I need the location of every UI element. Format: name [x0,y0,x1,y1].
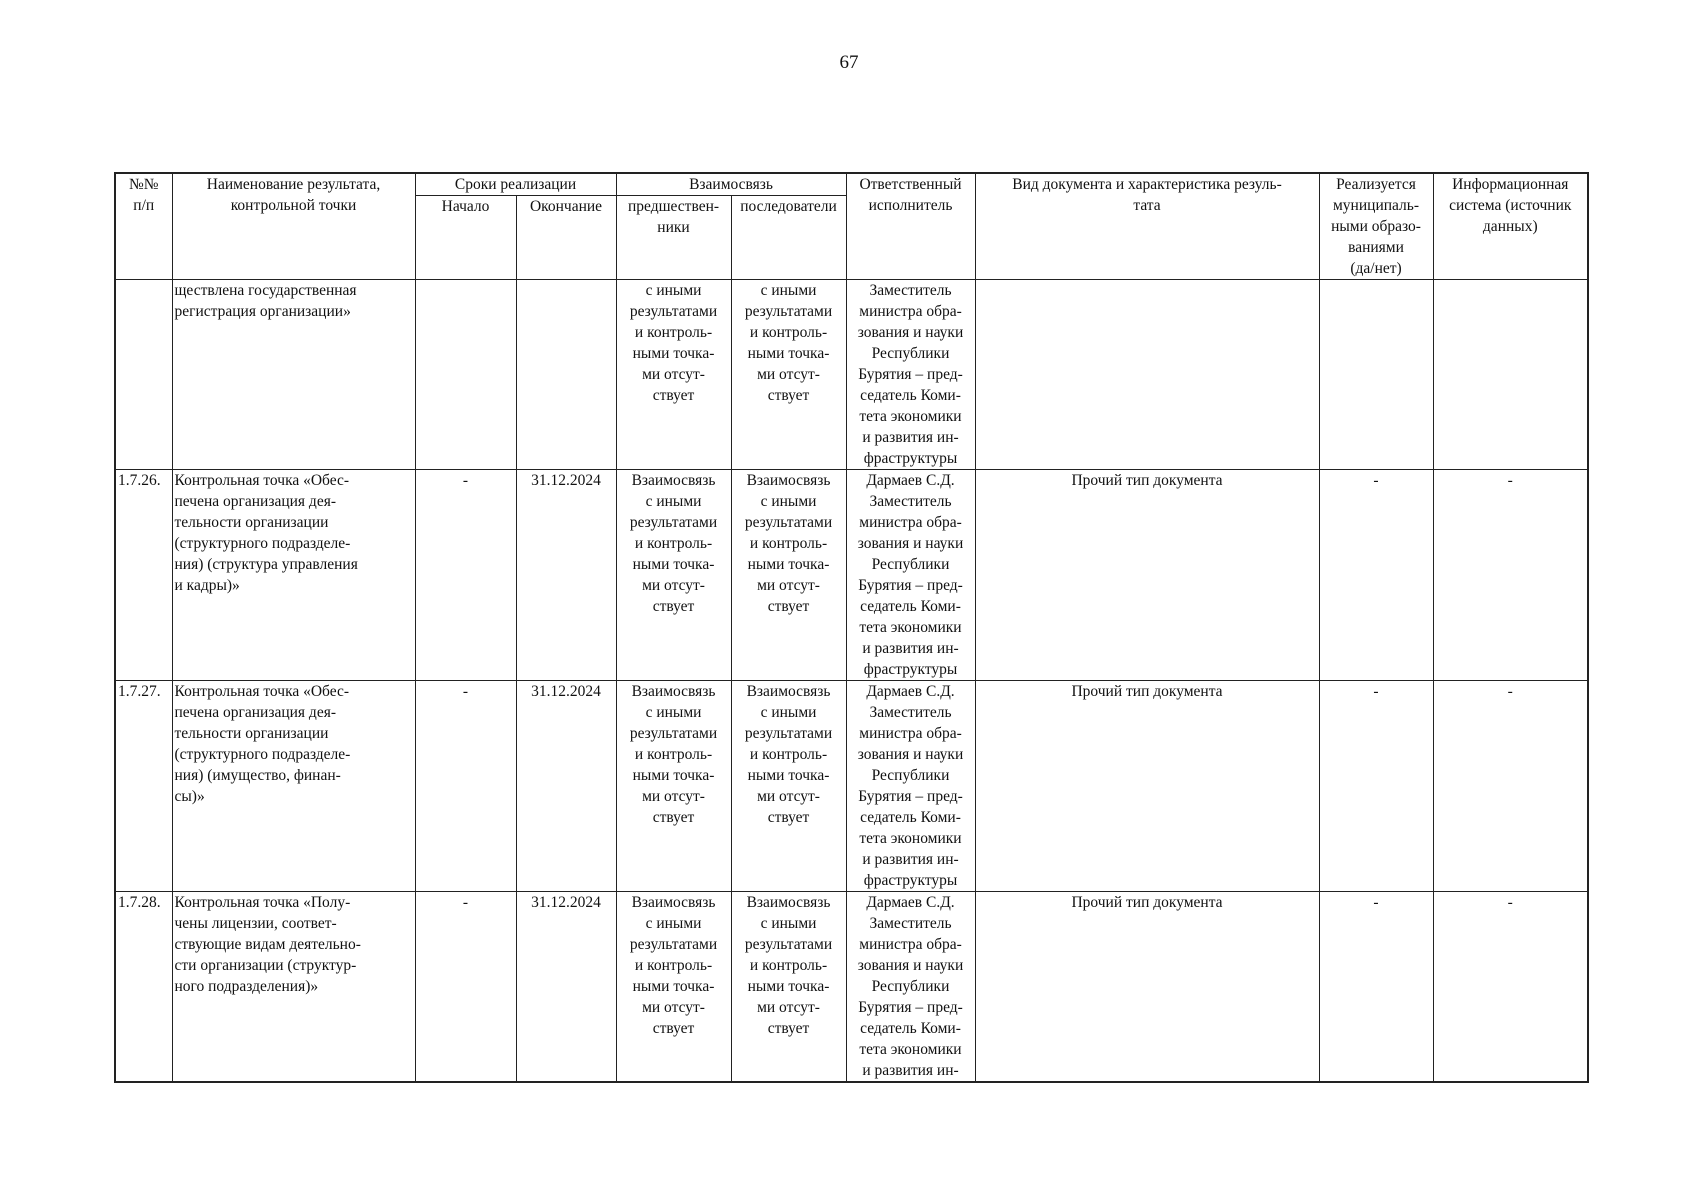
table-header [115,173,1588,280]
row-num: 1.7.26. [115,470,172,681]
header-info-system: Информационная система (источник данных) [1433,173,1588,280]
row-end [516,280,616,470]
row-doc-type: Прочий тип документа [975,681,1319,892]
row-name: Контрольная точка «Полу- чены лицензии, соответ- ствующие видам деятельно- сти организации (структур- ного подразделения)» [172,892,415,1083]
row-end: 31.12.2024 [516,681,616,892]
table-row [115,280,1588,470]
page-number: 67 [839,52,859,73]
header-doc-type: Вид документа и характеристика резуль- тата [975,173,1319,280]
table-row [115,470,1588,681]
row-doc-type [975,280,1319,470]
table-row [115,892,1588,1083]
row-info-system: - [1433,681,1588,892]
header-responsible: Ответственный исполнитель [846,173,975,280]
header-relation: Взаимосвязь [616,173,846,196]
header-predecessors: предшествен- ники [616,196,731,280]
row-successors: Взаимосвязь с иными результатами и контроль- ными точка- ми отсут- ствует [731,470,846,681]
row-name: Контрольная точка «Обес- печена организация дея- тельности организации (структурного подразделе- ния) (структура управления и кадры)» [172,470,415,681]
row-start: - [415,470,516,681]
row-predecessors: Взаимосвязь с иными результатами и контроль- ными точка- ми отсут- ствует [616,892,731,1083]
row-responsible: Заместитель министра обра- зования и науки Республики Бурятия – пред- седатель Коми- тета экономики и развития ин- фраструктуры [846,280,975,470]
header-terms: Сроки реализации [415,173,616,196]
row-end: 31.12.2024 [516,892,616,1083]
row-name: ществлена государственная регистрация организации» [172,280,415,470]
row-num: 1.7.28. [115,892,172,1083]
row-end: 31.12.2024 [516,470,616,681]
row-municipal [1319,280,1433,470]
row-doc-type: Прочий тип документа [975,470,1319,681]
row-responsible: Дармаев С.Д. Заместитель министра обра- зования и науки Республики Бурятия – пред- седатель Коми- тета экономики и развития ин- фраструктуры [846,681,975,892]
header-name: Наименование результата, контрольной точки [172,173,415,280]
header-successors: последователи [731,196,846,280]
row-municipal: - [1319,470,1433,681]
plan-table [114,172,1589,1083]
header-end: Окончание [516,196,616,280]
row-start [415,280,516,470]
row-info-system: - [1433,892,1588,1083]
row-responsible: Дармаев С.Д. Заместитель министра обра- зования и науки Республики Бурятия – пред- седатель Коми- тета экономики и развития ин- фраструктуры [846,470,975,681]
row-municipal: - [1319,892,1433,1083]
row-predecessors: с иными результатами и контроль- ными точка- ми отсут- ствует [616,280,731,470]
row-municipal: - [1319,681,1433,892]
row-successors: Взаимосвязь с иными результатами и контроль- ными точка- ми отсут- ствует [731,681,846,892]
header-num: №№ п/п [115,173,172,280]
row-start: - [415,681,516,892]
table-row [115,681,1588,892]
row-name: Контрольная точка «Обес- печена организация дея- тельности организации (структурного подразделе- ния) (имущество, финан- сы)» [172,681,415,892]
row-info-system [1433,280,1588,470]
row-successors: с иными результатами и контроль- ными точка- ми отсут- ствует [731,280,846,470]
row-num: 1.7.27. [115,681,172,892]
row-successors: Взаимосвязь с иными результатами и контроль- ными точка- ми отсут- ствует [731,892,846,1083]
row-predecessors: Взаимосвязь с иными результатами и контроль- ными точка- ми отсут- ствует [616,470,731,681]
row-info-system: - [1433,470,1588,681]
row-start: - [415,892,516,1083]
row-responsible: Дармаев С.Д. Заместитель министра обра- зования и науки Республики Бурятия – пред- седатель Коми- тета экономики и развития ин- [846,892,975,1083]
row-predecessors: Взаимосвязь с иными результатами и контроль- ными точка- ми отсут- ствует [616,681,731,892]
row-num [115,280,172,470]
header-start: Начало [415,196,516,280]
header-municipal: Реализуется муниципаль- ными образо- ваниями (да/нет) [1319,173,1433,280]
row-doc-type: Прочий тип документа [975,892,1319,1083]
